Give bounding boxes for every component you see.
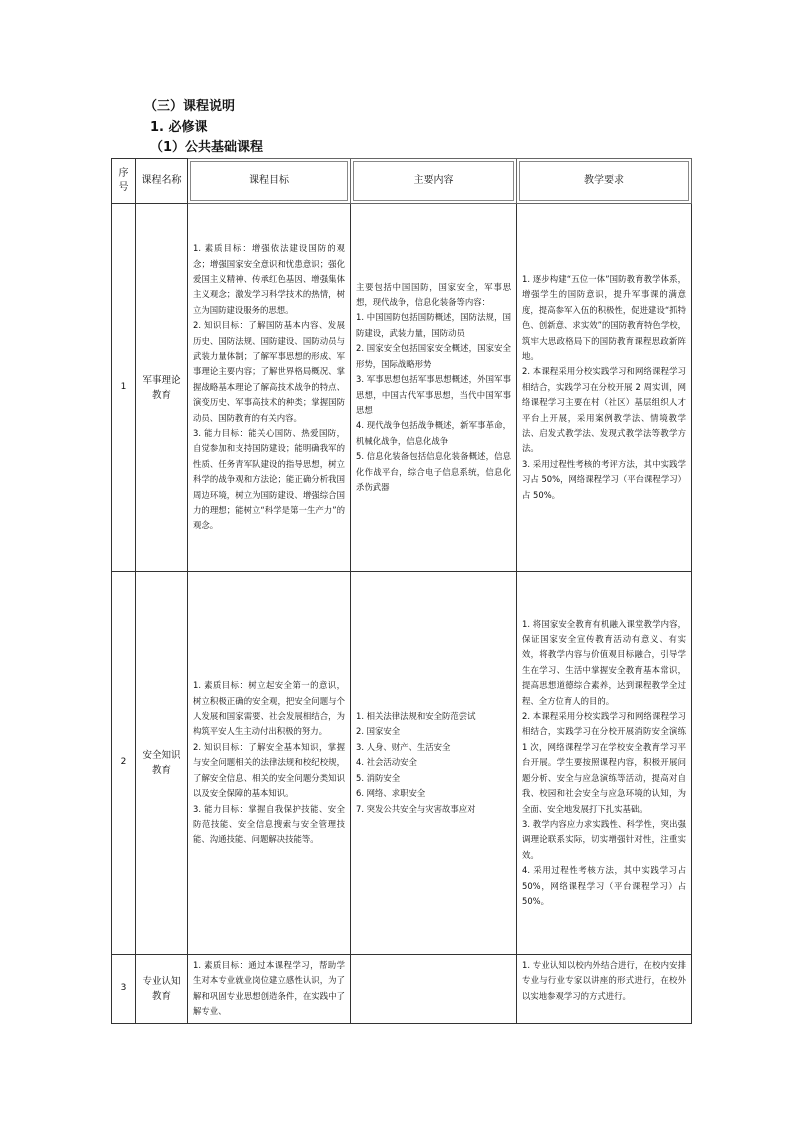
content-item: 3. 人身、财产、生活安全 [356,741,451,752]
requirement-item: 3. 教学内容应力求实践性、科学性，突出强调理论联系实际，切实增强针对性，注重实效。 [522,818,686,860]
content-item: 4. 现代战争包括战争概述，新军事革命，机械化战争，信息化战争 [356,420,511,446]
content-item: 1. 相关法律法规和安全防范尝试 [356,711,476,722]
requirement-item: 4. 采用过程性考核方法，其中实践学习占 50%，网络课程学习（平台课程学习）占 50%。 [522,865,686,906]
header-seq: 序号 [112,159,136,204]
section-heading: （三）课程说明 [144,99,236,114]
row-goals [188,204,351,572]
requirement-item: 1. 将国家安全教育有机融入课堂教学内容，保证国家安全宣传教育活动有意义、有实效，将教学内容与价值观目标融合，引导学生在学习、生活中掌握安全教育基本常识，提高思想道德综合素养，达到课程教学全过程、全方位育人的目的。 [522,618,686,706]
goal-item: 2. 知识目标：了解安全基本知识，掌握与安全问题相关的法律法规和校纪校规，了解安全信息、相关的安全问题分类知识以及安全保障的基本知识。 [193,741,345,799]
content-item: 2. 国家安全 [356,726,401,737]
goal-item: 1. 素质目标：通过本课程学习，帮助学生对本专业就业岗位建立感性认识，为了解和巩固专业思想创造条件，在实践中了解专业、 [193,960,345,1017]
content-item: 1. 中国国防包括国防概述，国防法规，国防建设，武装力量，国防动员 [356,312,511,338]
requirement-item: 2. 本课程采用分校实践学习和网络课程学习相结合，实践学习在分校开展消防安全演练 1 次，网络课程学习在学校安全教育学习平台开展。学生要按照课程内容，积极开展问题分析、安全与应急演练等活动，提高对自我、校园和社会安全与应急环境的认知，为全面、安全地发展打下扎实基础。 [522,711,686,814]
row-requirements [517,572,692,955]
row-seq: 3 [112,955,136,1024]
row-seq: 1 [112,204,136,572]
content-item: 3. 军事思想包括军事思想概述，外国军事思想，中国古代军事思想，当代中国军事思想 [356,374,511,415]
goal-item: 2. 知识目标：了解国防基本内容、发展历史、国防法规、国防建设、国防动员与武装力量体制；了解军事思想的形成、军事理论主要内容；了解世界格局概况、掌握战略基本理论了解高技术战争的特点、演变历史、军事高技术的种类；掌握国防动员、国防教育的有关内容。 [193,320,345,423]
requirement-item: 2. 本课程采用分校实践学习和网络课程学习相结合，实践学习在分校开展 2 周实训，网络课程学习主要在村（社区）基层组织人才平台上开展，采用案例教学法、情境教学法、启发式教学法、发现式教学法等教学方法。 [522,366,686,454]
content-item: 7. 突发公共安全与灾害故事应对 [356,803,476,814]
header-course-goal: 课程目标 [188,159,351,204]
row-course-name: 专业认知教育 [136,955,188,1024]
goal-item: 3. 能力目标：能关心国防、热爱国防，自觉参加和支持国防建设；能明确我军的性质、任务青军队建设的指导思想，树立科学的战争观和方法论；能正确分析我国周边环境，树立为国防建设、增强综合国力的理想；能树立“科学是第一生产力”的观念。 [193,428,345,531]
course-table [111,158,692,1024]
row-seq: 2 [112,572,136,955]
table-row [112,572,692,955]
header-course-name: 课程名称 [136,159,188,204]
row-contents [351,955,517,1024]
goal-item: 3. 能力目标：掌握自我保护技能、安全防范技能、安全信息搜索与安全管理技能、沟通技能、问题解决技能等。 [193,803,345,845]
content-item: 2. 国家安全包括国家安全概述，国家安全形势，国际战略形势 [356,343,511,369]
subheading-required-courses: 1. 必修课 [150,120,208,135]
row-course-name: 军事理论教育 [136,204,188,572]
row-requirements [517,204,692,572]
goal-item: 1. 素质目标：树立起安全第一的意识，树立积极正确的安全观，把安全问题与个人发展和国家需要、社会发展相结合，为构筑平安人生主动付出积极的努力。 [193,680,345,737]
content-item: 5. 消防安全 [356,772,401,783]
table-header-row [112,159,692,204]
header-teaching-req: 教学要求 [517,159,692,204]
row-course-name: 安全知识教育 [136,572,188,955]
content-item: 6. 网络、求职安全 [356,788,426,799]
content-item: 主要包括中国国防，国家安全，军事思想，现代战争，信息化装备等内容： [356,281,511,308]
subheading-public-courses: （1）公共基础课程 [150,140,264,155]
row-contents [351,204,517,572]
goal-item: 1. 素质目标：增强依法建设国防的观念；增强国家安全意识和忧患意识；强化爱国主义精神、传承红色基因、增强集体主义观念；激发学习科学技术的热情，树立为国防建设服务的思想。 [193,243,345,315]
row-requirements [517,955,692,1024]
header-main-content: 主要内容 [351,159,517,204]
row-goals [188,572,351,955]
requirement-item: 3. 采用过程性考核的考评方法，其中实践学习占 50%，网络课程学习（平台课程学习）占 50%。 [522,458,686,500]
requirement-item: 1. 逐步构建“五位一体”国防教育教学体系，增强学生的国防意识，提升军事课的满意度，提高参军入伍的积极性，促进建设“抓特色、创新意、求实效”的国防教育特色学校，筑牢大思政格局下的国防教育课程思政新阵地。 [522,273,686,361]
table-row [112,955,692,1024]
requirement-item: 1. 专业认知以校内外结合进行，在校内安排专业与行业专家以讲座的形式进行，在校外以实地参观学习的方式进行。 [522,960,686,1001]
table-row [112,204,692,572]
row-goals [188,955,351,1024]
row-contents [351,572,517,955]
content-item: 4. 社会活动安全 [356,757,417,768]
content-item: 5. 信息化装备包括信息化装备概述，信息化作战平台，综合电子信息系统，信息化杀伤武器 [356,451,511,492]
